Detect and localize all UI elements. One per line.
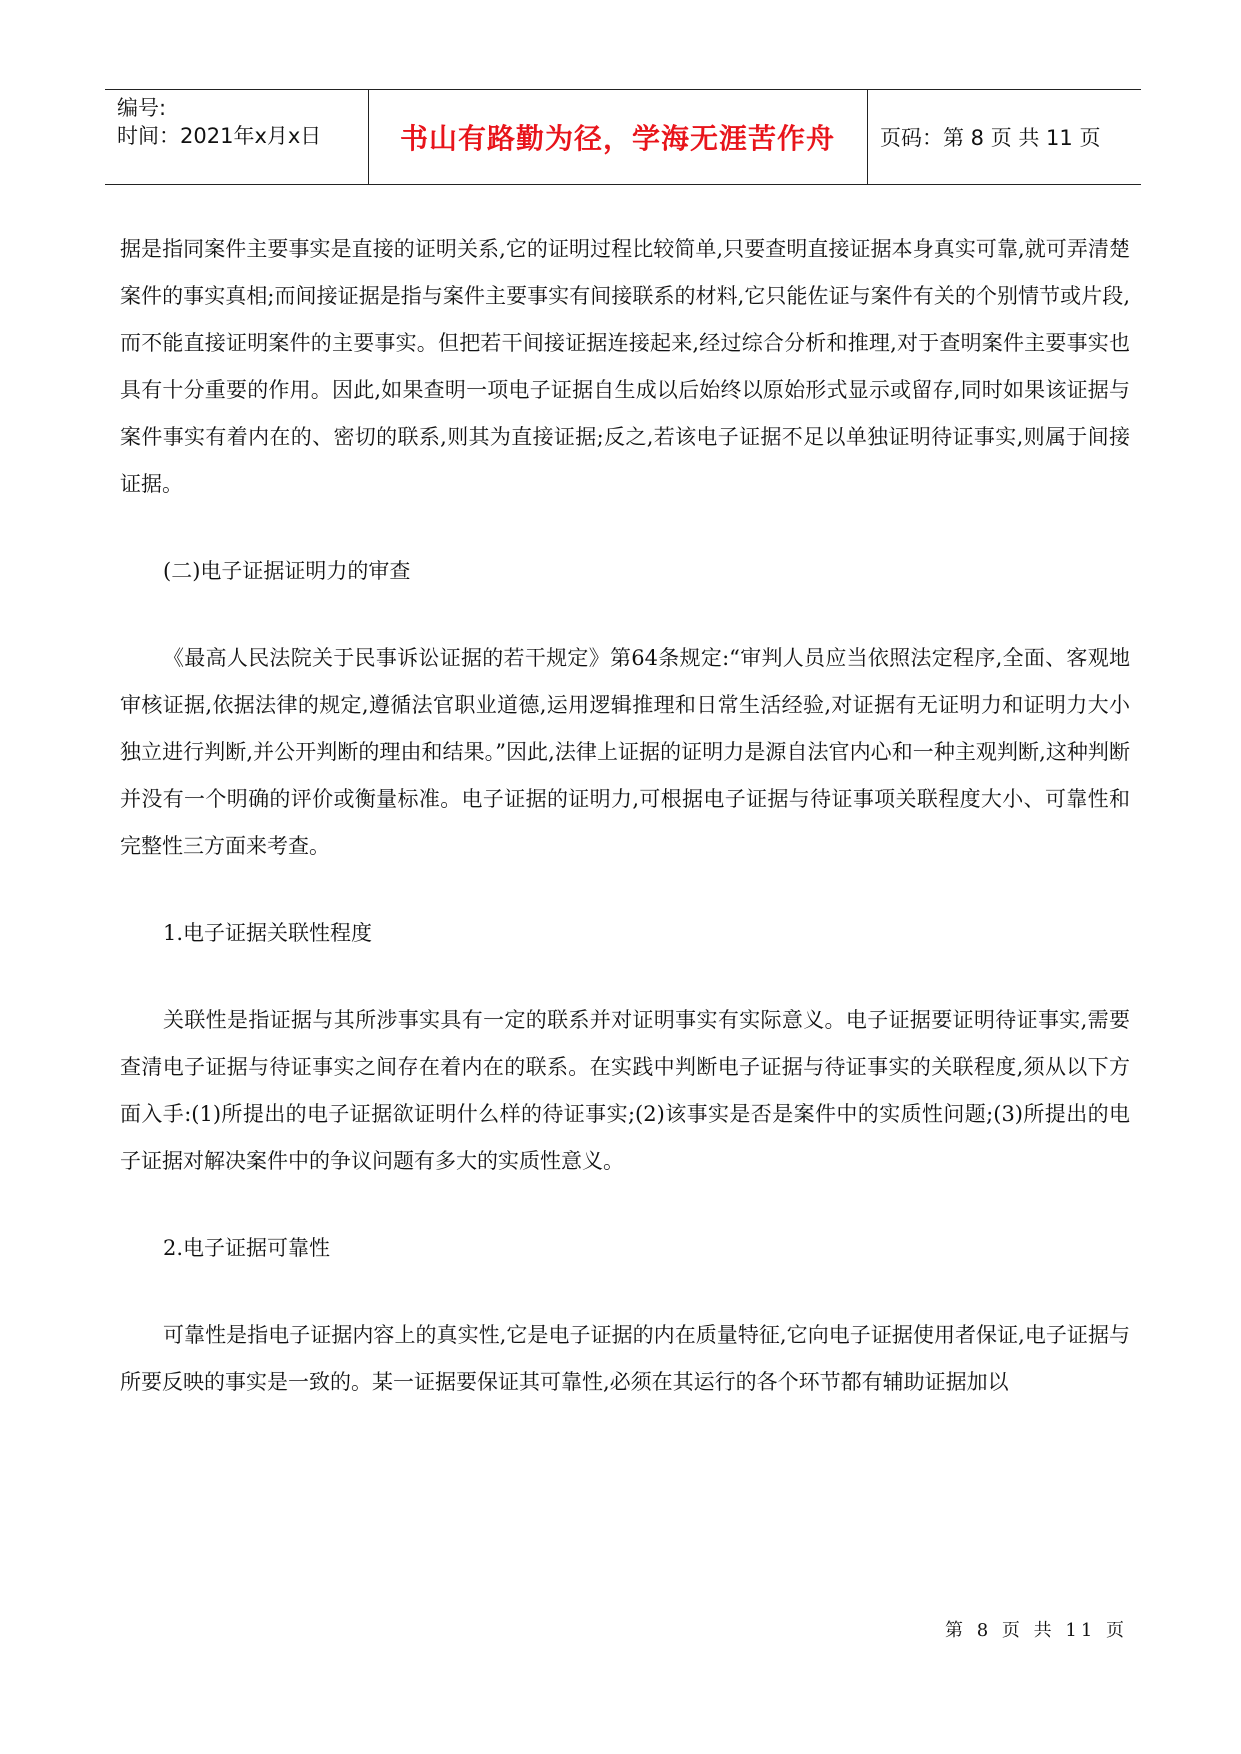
spacer bbox=[120, 1185, 1130, 1225]
section-heading-2: (二)电子证据证明力的审查 bbox=[163, 559, 411, 583]
paragraph-4: 可靠性是指电子证据内容上的真实性,它是电子证据的内在质量特征,它向电子证据使用者保证,电子证据与所要反映的事实是一致的。某一证据要保证其可靠性,必须在其运行的各个环节都有辅助证据加以 bbox=[120, 1323, 1130, 1394]
spacer bbox=[120, 870, 1130, 910]
spacer bbox=[120, 957, 1130, 997]
header-left-cell bbox=[105, 90, 369, 184]
motto-text: 书山有路勤为径，学海无涯苦作舟 bbox=[399, 122, 835, 155]
paragraph-1: 据是指同案件主要事实是直接的证明关系,它的证明过程比较简单,只要查明直接证据本身真实可靠,就可弄清楚案件的事实真相;而间接证据是指与案件主要事实有间接联系的材料,它只能佐证与案件有关的个别情节或片段,而不能直接证明案件的主要事实。但把若干间接证据连接起来,经过综合分析和推理,对于查明案件主要事实也具有十分重要的作用。因此,如果查明一项电子证据自生成以后始终以原始形式显示或留存,同时如果该证据与案件事实有着内在的、密切的联系,则其为直接证据;反之,若该电子证据不足以单独证明待证事实,则属于间接证据。 bbox=[120, 237, 1130, 496]
page-footer: 第 8 页 共 11 页 bbox=[945, 1620, 1128, 1641]
header-motto-cell bbox=[368, 90, 868, 184]
document-body bbox=[120, 226, 1130, 1406]
spacer bbox=[120, 508, 1130, 548]
section-heading-4: 2.电子证据可靠性 bbox=[163, 1236, 331, 1260]
section-heading-3: 1.电子证据关联性程度 bbox=[163, 921, 373, 945]
paragraph-2: 《最高人民法院关于民事诉讼证据的若干规定》第64条规定:“审判人员应当依照法定程序,全面、客观地审核证据,依据法律的规定,遵循法官职业道德,运用逻辑推理和日常生活经验,对证据有无证明力和证明力大小独立进行判断,并公开判断的理由和结果。”因此,法律上证据的证明力是源自法官内心和一种主观判断,这种判断并没有一个明确的评价或衡量标准。电子证据的证明力,可根据电子证据与待证事项关联程度大小、可靠性和完整性三方面来考查。 bbox=[120, 646, 1130, 858]
paragraph-3: 关联性是指证据与其所涉事实具有一定的联系并对证明事实有实际意义。电子证据要证明待证事实,需要查清电子证据与待证事实之间存在着内在的联系。在实践中判断电子证据与待证事实的关联程度,须从以下方面入手:(1)所提出的电子证据欲证明什么样的待证事实;(2)该事实是否是案件中的实质性问题;(3)所提出的电子证据对解决案件中的争议问题有多大的实质性意义。 bbox=[120, 1008, 1130, 1173]
header-page-cell bbox=[868, 90, 1141, 184]
number-label: 编号: bbox=[117, 96, 167, 120]
spacer bbox=[120, 595, 1130, 635]
page-code: 页码：第 8 页 共 11 页 bbox=[880, 126, 1101, 150]
spacer bbox=[120, 1272, 1130, 1312]
time-label: 时间：2021年x月x日 bbox=[117, 124, 322, 148]
document-header bbox=[105, 89, 1141, 185]
